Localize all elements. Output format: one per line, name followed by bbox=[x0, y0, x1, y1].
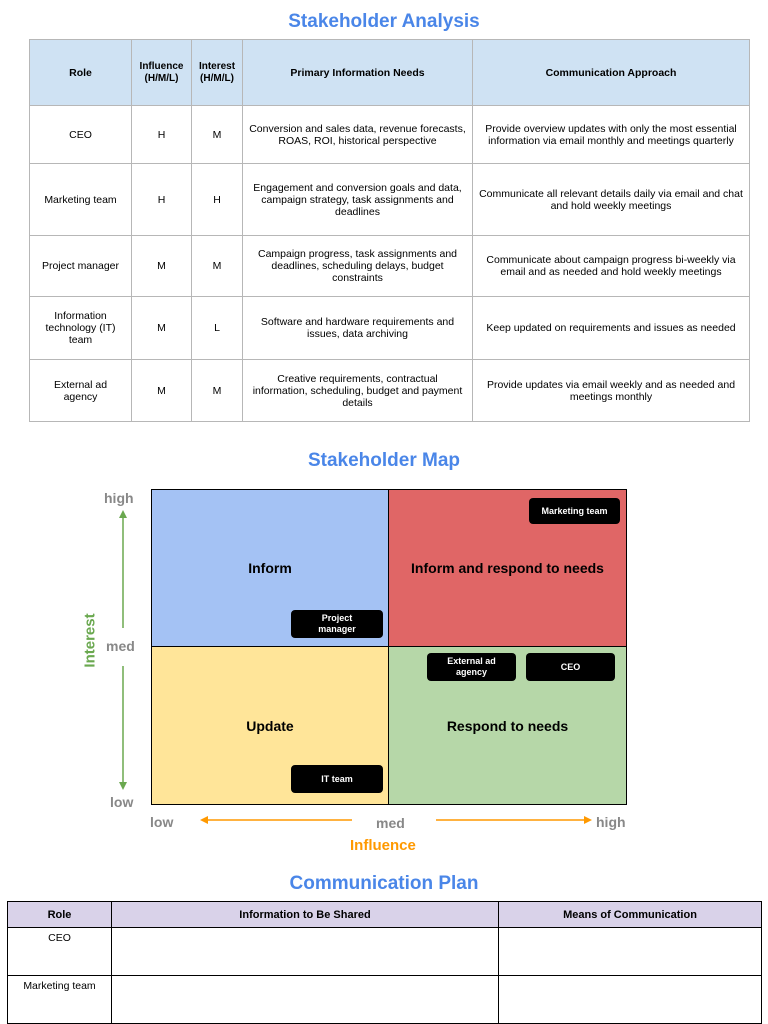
cell-approach: Communicate about campaign progress bi-weekly via email and as needed and hold weekly meetings bbox=[473, 236, 750, 297]
cell-role: CEO bbox=[8, 928, 112, 976]
tag-marketing-team: Marketing team bbox=[529, 498, 620, 524]
header-information: Information to Be Shared bbox=[112, 902, 499, 928]
quadrant-label: Update bbox=[246, 717, 294, 734]
cell-needs: Engagement and conversion goals and data, campaign strategy, task assignments and deadlines bbox=[243, 164, 473, 236]
cell-role: Marketing team bbox=[8, 976, 112, 1024]
stakeholder-map-title: Stakeholder Map bbox=[307, 450, 461, 471]
cell-role: Information technology (IT) team bbox=[30, 297, 132, 360]
x-axis-title: Influence bbox=[350, 837, 416, 854]
table-row bbox=[8, 976, 762, 1024]
stakeholder-map bbox=[151, 489, 627, 805]
table-row bbox=[30, 360, 750, 422]
table-header-row bbox=[30, 40, 750, 106]
x-axis-arrows bbox=[200, 813, 592, 827]
cell-influence: M bbox=[132, 236, 192, 297]
header-approach: Communication Approach bbox=[473, 40, 750, 106]
cell-role: External ad agency bbox=[30, 360, 132, 422]
tag-external-ad-agency: External ad agency bbox=[427, 653, 516, 681]
tag-project-manager: Project manager bbox=[291, 610, 383, 638]
cell-approach: Keep updated on requirements and issues as needed bbox=[473, 297, 750, 360]
cell-approach: Provide updates via email weekly and as needed and meetings monthly bbox=[473, 360, 750, 422]
table-row bbox=[30, 164, 750, 236]
header-interest: Interest (H/M/L) bbox=[192, 40, 243, 106]
header-role: Role bbox=[8, 902, 112, 928]
cell-needs: Conversion and sales data, revenue forecasts, ROAS, ROI, historical perspective bbox=[243, 106, 473, 164]
cell-influence: M bbox=[132, 360, 192, 422]
cell-interest: H bbox=[192, 164, 243, 236]
cell-needs: Software and hardware requirements and issues, data archiving bbox=[243, 297, 473, 360]
table-row bbox=[8, 928, 762, 976]
table-header-row bbox=[8, 902, 762, 928]
header-needs: Primary Information Needs bbox=[243, 40, 473, 106]
stakeholder-analysis-table bbox=[29, 39, 750, 422]
communication-plan-table bbox=[7, 901, 762, 1024]
cell-influence: H bbox=[132, 106, 192, 164]
cell-influence: M bbox=[132, 297, 192, 360]
cell-approach: Provide overview updates with only the most essential information via email monthly and meetings quarterly bbox=[473, 106, 750, 164]
y-axis-arrows bbox=[116, 510, 130, 790]
cell-interest: M bbox=[192, 106, 243, 164]
tag-ceo: CEO bbox=[526, 653, 615, 681]
cell-needs: Creative requirements, contractual information, scheduling, budget and payment details bbox=[243, 360, 473, 422]
cell-means[interactable] bbox=[499, 928, 762, 976]
quadrant-label: Respond to needs bbox=[446, 717, 569, 734]
cell-role: Marketing team bbox=[30, 164, 132, 236]
y-axis-high-label: high bbox=[104, 490, 134, 506]
cell-approach: Communicate all relevant details daily via email and chat and hold weekly meetings bbox=[473, 164, 750, 236]
cell-information[interactable] bbox=[112, 976, 499, 1024]
table-row bbox=[30, 106, 750, 164]
cell-means[interactable] bbox=[499, 976, 762, 1024]
quadrant-label: Inform bbox=[248, 560, 292, 576]
cell-role: CEO bbox=[30, 106, 132, 164]
x-axis-med-label: med bbox=[376, 815, 405, 831]
x-axis-high-label: high bbox=[596, 814, 626, 830]
cell-interest: M bbox=[192, 360, 243, 422]
quadrant-label: Inform and respond to needs bbox=[411, 560, 604, 576]
y-axis-med-label: med bbox=[106, 638, 135, 654]
communication-plan-title: Communication Plan bbox=[289, 873, 479, 894]
y-axis-low-label: low bbox=[110, 794, 134, 810]
stakeholder-analysis-title: Stakeholder Analysis bbox=[288, 11, 480, 32]
cell-interest: L bbox=[192, 297, 243, 360]
table-row bbox=[30, 236, 750, 297]
header-role: Role bbox=[30, 40, 132, 106]
y-axis-title: Interest bbox=[81, 613, 99, 668]
cell-influence: H bbox=[132, 164, 192, 236]
cell-information[interactable] bbox=[112, 928, 499, 976]
header-influence: Influence (H/M/L) bbox=[132, 40, 192, 106]
table-row bbox=[30, 297, 750, 360]
x-axis-low-label: low bbox=[150, 814, 174, 830]
tag-it-team: IT team bbox=[291, 765, 383, 793]
cell-interest: M bbox=[192, 236, 243, 297]
cell-needs: Campaign progress, task assignments and deadlines, scheduling delays, budget constraints bbox=[243, 236, 473, 297]
header-means: Means of Communication bbox=[499, 902, 762, 928]
cell-role: Project manager bbox=[30, 236, 132, 297]
